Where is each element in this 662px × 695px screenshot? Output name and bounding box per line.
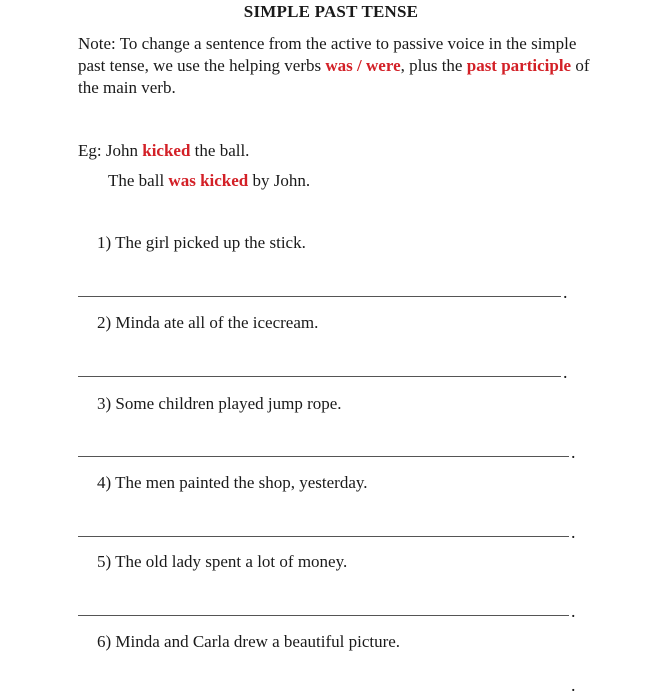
question-2: 2) Minda ate all of the icecream. [97,313,319,332]
question-6: 6) Minda and Carla drew a beautiful picture. [97,632,401,651]
example-active-post: the ball. [190,141,250,160]
note-text-2: , plus the [400,56,467,75]
note-highlight-past-participle: past participle [466,56,572,75]
answer-period-2: . [563,362,568,382]
example-passive-verb: was kicked [168,171,249,190]
note-highlight-helping-verbs: was / were [325,56,401,75]
answer-period-3: . [571,442,576,462]
answer-line-1[interactable] [78,296,561,297]
question-3: 3) Some children played jump rope. [97,394,342,413]
answer-period-1: . [563,282,568,302]
question-4: 4) The men painted the shop, yesterday. [97,473,368,492]
answer-line-3[interactable] [78,456,569,457]
worksheet-title: SIMPLE PAST TENSE [243,2,419,21]
answer-period-5: . [571,601,576,621]
answer-period-4: . [571,522,576,542]
instruction-note [78,33,598,99]
example-passive-pre: The ball [108,171,169,190]
example-passive-post: by John. [248,171,311,190]
note-text-1: Note: To change a sentence from the active to passive voice in the simple past tense, we use the helping verbs [78,34,577,75]
question-5: 5) The old lady spent a lot of money. [97,552,348,571]
answer-period-6: . [571,675,576,695]
example-passive-sentence [108,171,310,191]
answer-line-5[interactable] [78,615,569,616]
answer-line-2[interactable] [78,376,561,377]
question-1: 1) The girl picked up the stick. [97,233,306,252]
example-active-pre: Eg: John [78,141,143,160]
answer-line-4[interactable] [78,536,569,537]
example-active-verb: kicked [142,141,191,160]
example-active-sentence [78,141,249,161]
note-text-3: of the main verb. [78,56,590,97]
